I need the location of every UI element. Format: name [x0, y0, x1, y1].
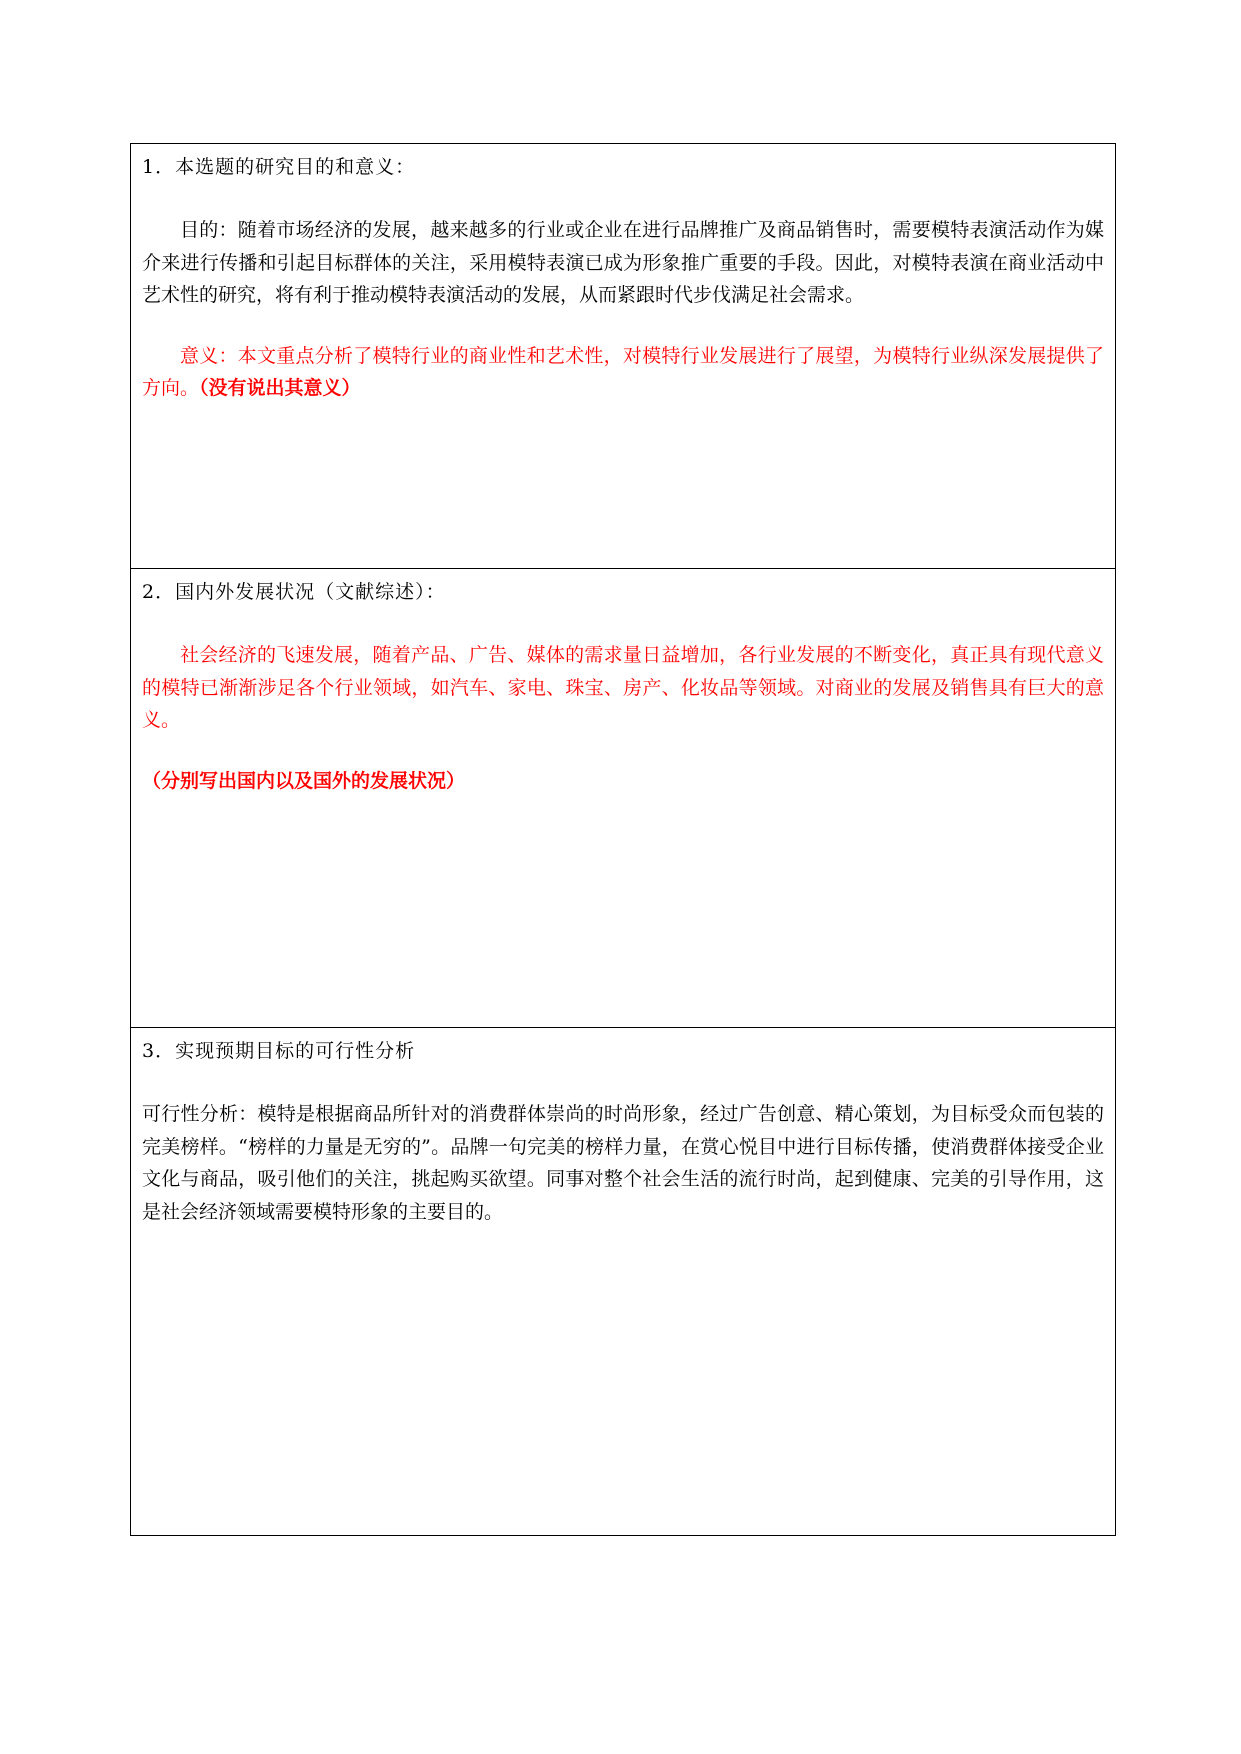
- proposal-form-table: [130, 143, 1116, 1536]
- section-heading: 2．国内外发展状况（文献综述）：: [142, 581, 446, 603]
- section-feasibility: [131, 1028, 1115, 1535]
- section-heading: 3．实现预期目标的可行性分析: [142, 1040, 416, 1062]
- section-research-purpose: [131, 144, 1115, 569]
- purpose-paragraph: 目的：随着市场经济的发展，越来越多的行业或企业在进行品牌推广及商品销售时，需要模特表演活动作为媒介来进行传播和引起目标群体的关注，采用模特表演已成为形象推广重要的手段。因此，对模特表演在商业活动中艺术性的研究，将有利于推动模特表演活动的发展，从而紧跟时代步伐满足社会需求。: [142, 219, 1104, 306]
- feasibility-paragraph: 可行性分析：模特是根据商品所针对的消费群体崇尚的时尚形象，经过广告创意、精心策划，为目标受众而包装的完美榜样。“榜样的力量是无穷的”。品牌一句完美的榜样力量，在赏心悦目中进行目标传播，使消费群体接受企业文化与商品，吸引他们的关注，挑起购买欲望。同事对整个社会生活的流行时尚，起到健康、完美的引导作用，这是社会经济领域需要模特形象的主要目的。: [142, 1103, 1104, 1223]
- significance-text: 意义：本文重点分析了模特行业的商业性和艺术性，对模特行业发展进行了展望，为模特行业纵深发展提供了方向。: [142, 344, 1104, 399]
- section-heading: 1．本选题的研究目的和意义：: [142, 156, 416, 178]
- review-paragraph: 社会经济的飞速发展，随着产品、广告、媒体的需求量日益增加，各行业发展的不断变化，真正具有现代意义的模特已渐渐涉足各个行业领域，如汽车、家电、珠宝、房产、化妆品等领域。对商业的发展及销售具有巨大的意义。: [142, 644, 1104, 731]
- section-literature-review: [131, 569, 1115, 1028]
- significance-paragraph: [142, 340, 1104, 405]
- reviewer-comment: （没有说出其意义）: [199, 377, 361, 399]
- reviewer-comment: （分别写出国内以及国外的发展状况）: [142, 769, 466, 792]
